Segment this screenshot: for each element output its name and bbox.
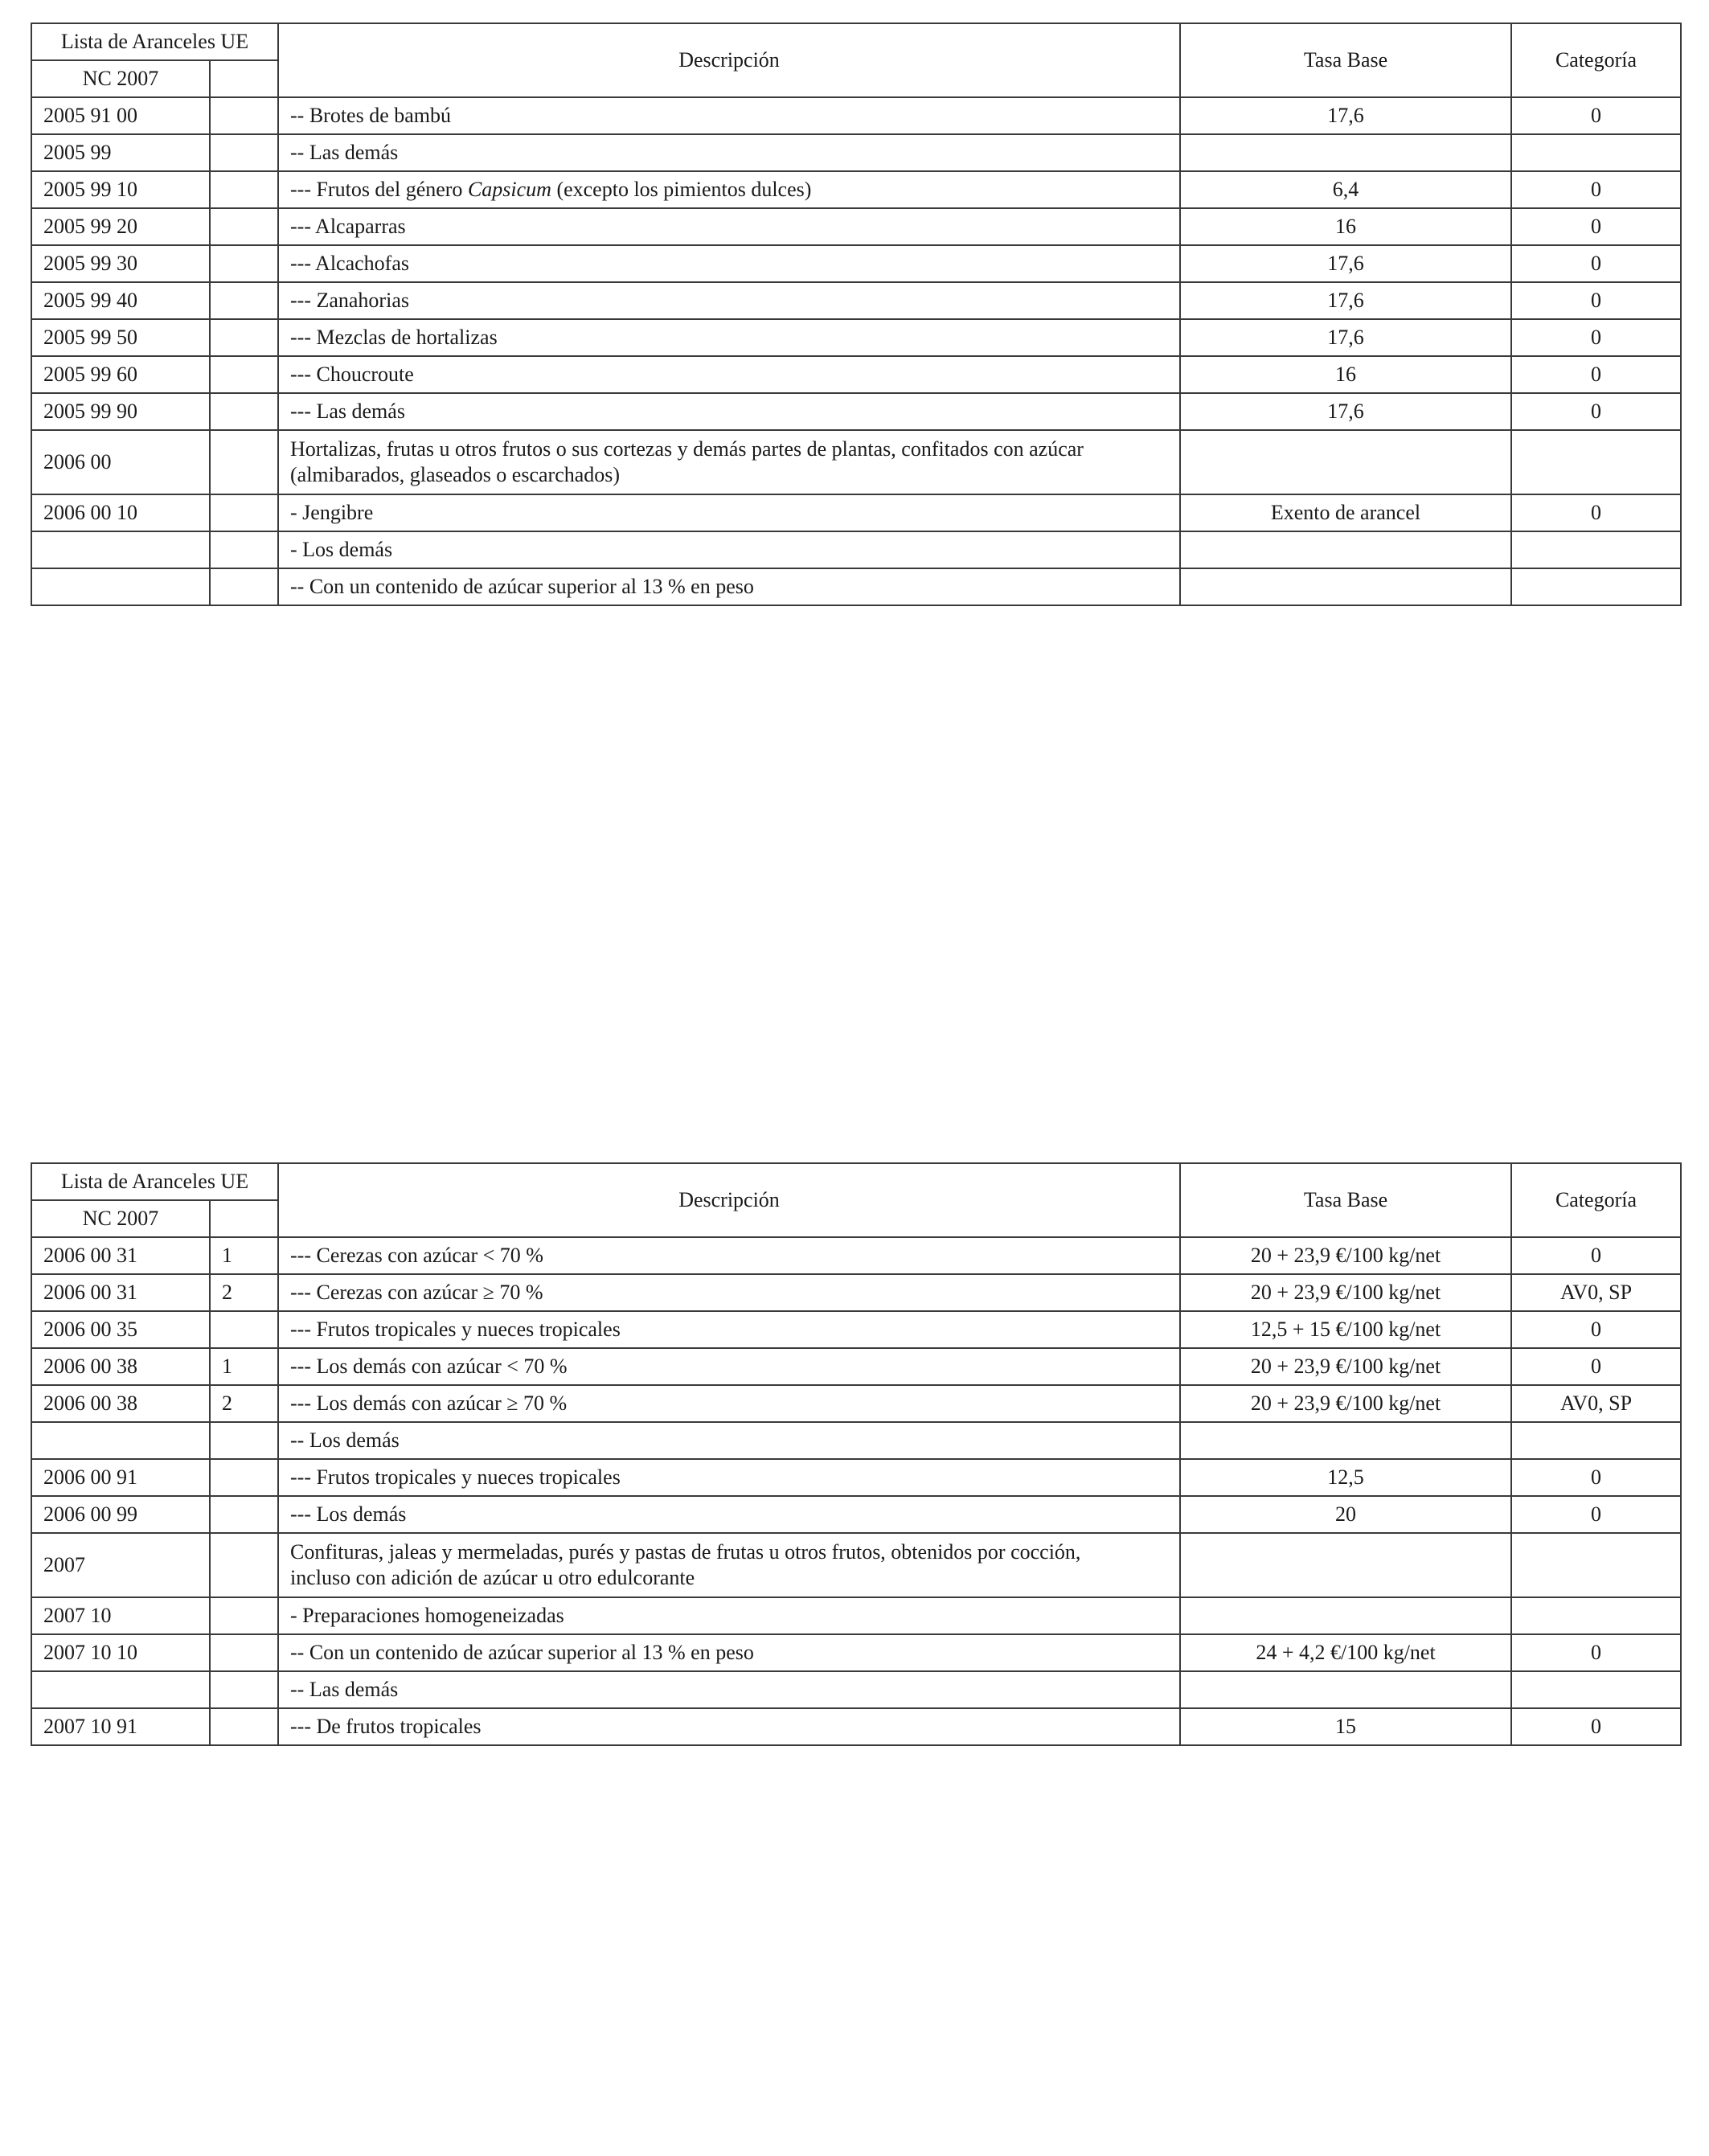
category-cell: 0 [1511,356,1681,393]
sub-cell [210,282,278,319]
category-header: Categoría [1511,23,1681,97]
table-row [31,494,1681,531]
category-cell [1511,134,1681,171]
table-row [31,282,1681,319]
base-rate-header: Tasa Base [1180,23,1511,97]
description-cell: - Preparaciones homogeneizadas [278,1597,1180,1634]
description-line: incluso con adición de azúcar u otro edulcorante [290,1566,695,1589]
description-italic-text: Capsicum [467,178,551,201]
table-header-row [31,23,1681,60]
rate-cell [1180,531,1511,568]
sub-cell [210,1533,278,1597]
table-row [31,97,1681,134]
rate-cell [1180,568,1511,605]
description-cell: -- Los demás [278,1422,1180,1459]
sub-cell [210,1496,278,1533]
table-row [31,430,1681,494]
description-cell: --- Los demás con azúcar < 70 % [278,1348,1180,1385]
rate-cell: 20 + 23,9 €/100 kg/net [1180,1274,1511,1311]
code-cell: 2005 99 [31,134,210,171]
code-cell: 2006 00 [31,430,210,494]
category-cell: 0 [1511,319,1681,356]
code-cell: 2007 10 [31,1597,210,1634]
category-cell [1511,1533,1681,1597]
category-cell: 0 [1511,171,1681,208]
table-row [31,1496,1681,1533]
code-cell: 2005 91 00 [31,97,210,134]
category-cell: 0 [1511,1496,1681,1533]
table-row [31,1385,1681,1422]
table-row [31,208,1681,245]
category-cell: 0 [1511,1237,1681,1274]
description-line: Confituras, jaleas y mermeladas, purés y pastas de frutas u otros frutos, obtenidos por cocción, [290,1540,1081,1564]
sub-cell [210,1671,278,1708]
code-cell: 2006 00 91 [31,1459,210,1496]
sub-cell: 2 [210,1274,278,1311]
rate-cell: 20 + 23,9 €/100 kg/net [1180,1237,1511,1274]
table-row [31,1311,1681,1348]
description-text: (excepto los pimientos dulces) [551,178,812,201]
code-cell: 2006 00 99 [31,1496,210,1533]
tariff-table-1 [31,23,1682,606]
rate-cell: 20 + 23,9 €/100 kg/net [1180,1348,1511,1385]
code-cell: 2005 99 30 [31,245,210,282]
code-cell: 2007 [31,1533,210,1597]
table-row [31,1348,1681,1385]
rate-cell: 24 + 4,2 €/100 kg/net [1180,1634,1511,1671]
category-cell: 0 [1511,1708,1681,1745]
description-line: (almibarados, glaseados o escarchados) [290,463,621,486]
rate-cell [1180,430,1511,494]
sub-cell [210,393,278,430]
sub-cell [210,208,278,245]
code-cell: 2005 99 50 [31,319,210,356]
sub-cell [210,1459,278,1496]
rate-cell: 17,6 [1180,245,1511,282]
rate-cell: 12,5 + 15 €/100 kg/net [1180,1311,1511,1348]
rate-cell: 17,6 [1180,393,1511,430]
code-cell: 2007 10 10 [31,1634,210,1671]
category-cell: 0 [1511,97,1681,134]
rate-cell: 6,4 [1180,171,1511,208]
rate-cell: Exento de arancel [1180,494,1511,531]
rate-cell [1180,134,1511,171]
sub-cell [210,97,278,134]
description-cell: --- Choucroute [278,356,1180,393]
category-cell: 0 [1511,245,1681,282]
sub-cell [210,171,278,208]
table-row [31,1237,1681,1274]
list-header: Lista de Aranceles UE [31,1163,278,1200]
description-cell: -- Brotes de bambú [278,97,1180,134]
category-cell: 0 [1511,1459,1681,1496]
category-cell [1511,568,1681,605]
description-cell: -- Con un contenido de azúcar superior al 13 % en peso [278,568,1180,605]
category-cell: 0 [1511,282,1681,319]
description-cell: --- Alcachofas [278,245,1180,282]
description-cell: --- Frutos tropicales y nueces tropicales [278,1459,1180,1496]
code-cell [31,531,210,568]
list-header: Lista de Aranceles UE [31,23,278,60]
description-cell: --- Cerezas con azúcar < 70 % [278,1237,1180,1274]
category-cell: 0 [1511,393,1681,430]
table-row [31,1597,1681,1634]
description-cell: --- Mezclas de hortalizas [278,319,1180,356]
rate-cell: 16 [1180,356,1511,393]
rate-cell [1180,1597,1511,1634]
sub-cell [210,494,278,531]
table-row [31,1634,1681,1671]
category-cell: 0 [1511,494,1681,531]
description-header: Descripción [278,23,1180,97]
category-cell: AV0, SP [1511,1385,1681,1422]
table-row [31,245,1681,282]
description-header: Descripción [278,1163,1180,1237]
category-cell: 0 [1511,1311,1681,1348]
rate-cell: 12,5 [1180,1459,1511,1496]
category-cell [1511,430,1681,494]
rate-cell [1180,1533,1511,1597]
table-row [31,356,1681,393]
nc-header: NC 2007 [31,60,210,97]
category-header: Categoría [1511,1163,1681,1237]
rate-cell: 17,6 [1180,319,1511,356]
description-cell [278,430,1180,494]
sub-cell: 1 [210,1348,278,1385]
code-cell: 2006 00 38 [31,1385,210,1422]
code-cell: 2005 99 20 [31,208,210,245]
sub-cell [210,134,278,171]
code-cell: 2005 99 90 [31,393,210,430]
sub-cell [210,1422,278,1459]
code-cell [31,1422,210,1459]
code-cell: 2005 99 60 [31,356,210,393]
table-row [31,1459,1681,1496]
sub-cell [210,1708,278,1745]
description-cell: -- Con un contenido de azúcar superior al 13 % en peso [278,1634,1180,1671]
code-cell [31,1671,210,1708]
description-cell: --- De frutos tropicales [278,1708,1180,1745]
table-row [31,393,1681,430]
table-row [31,1671,1681,1708]
table-row [31,568,1681,605]
sub-cell [210,430,278,494]
description-cell: --- Zanahorias [278,282,1180,319]
sub-cell [210,1634,278,1671]
rate-cell: 20 [1180,1496,1511,1533]
base-rate-header: Tasa Base [1180,1163,1511,1237]
sub-cell [210,531,278,568]
sub-cell [210,245,278,282]
description-cell: - Los demás [278,531,1180,568]
sub-cell: 1 [210,1237,278,1274]
table-row [31,1422,1681,1459]
code-cell: 2007 10 91 [31,1708,210,1745]
rate-cell: 15 [1180,1708,1511,1745]
category-cell: AV0, SP [1511,1274,1681,1311]
description-text: --- Frutos del género [290,178,468,201]
code-cell [31,568,210,605]
table-row [31,531,1681,568]
code-cell: 2006 00 38 [31,1348,210,1385]
code-cell: 2006 00 35 [31,1311,210,1348]
rate-cell: 20 + 23,9 €/100 kg/net [1180,1385,1511,1422]
table-row [31,1274,1681,1311]
description-cell: -- Las demás [278,134,1180,171]
sub-cell [210,568,278,605]
table-row [31,1533,1681,1597]
category-cell: 0 [1511,1348,1681,1385]
category-cell [1511,1597,1681,1634]
description-cell: --- Los demás con azúcar ≥ 70 % [278,1385,1180,1422]
description-cell: --- Los demás [278,1496,1180,1533]
category-cell [1511,1671,1681,1708]
description-line: Hortalizas, frutas u otros frutos o sus cortezas y demás partes de plantas, confitados con azúcar [290,437,1084,461]
description-cell: -- Las demás [278,1671,1180,1708]
code-cell: 2006 00 31 [31,1237,210,1274]
rate-cell [1180,1671,1511,1708]
description-cell: - Jengibre [278,494,1180,531]
category-cell: 0 [1511,1634,1681,1671]
sub-cell [210,319,278,356]
sub-cell [210,1311,278,1348]
table-row [31,1708,1681,1745]
description-cell [278,1533,1180,1597]
sub-header [210,60,278,97]
rate-cell [1180,1422,1511,1459]
table-row [31,134,1681,171]
table-row [31,319,1681,356]
table-header-row [31,1163,1681,1200]
code-cell: 2005 99 40 [31,282,210,319]
code-cell: 2006 00 31 [31,1274,210,1311]
description-cell: --- Frutos tropicales y nueces tropicales [278,1311,1180,1348]
sub-header [210,1200,278,1237]
sub-cell: 2 [210,1385,278,1422]
category-cell: 0 [1511,208,1681,245]
rate-cell: 17,6 [1180,97,1511,134]
sub-cell [210,356,278,393]
tariff-table-2 [31,1162,1682,1746]
description-cell: --- Cerezas con azúcar ≥ 70 % [278,1274,1180,1311]
sub-cell [210,1597,278,1634]
description-cell: --- Las demás [278,393,1180,430]
nc-header: NC 2007 [31,1200,210,1237]
rate-cell: 16 [1180,208,1511,245]
table-row [31,171,1681,208]
code-cell: 2005 99 10 [31,171,210,208]
description-cell [278,171,1180,208]
rate-cell: 17,6 [1180,282,1511,319]
code-cell: 2006 00 10 [31,494,210,531]
category-cell [1511,1422,1681,1459]
category-cell [1511,531,1681,568]
description-cell: --- Alcaparras [278,208,1180,245]
